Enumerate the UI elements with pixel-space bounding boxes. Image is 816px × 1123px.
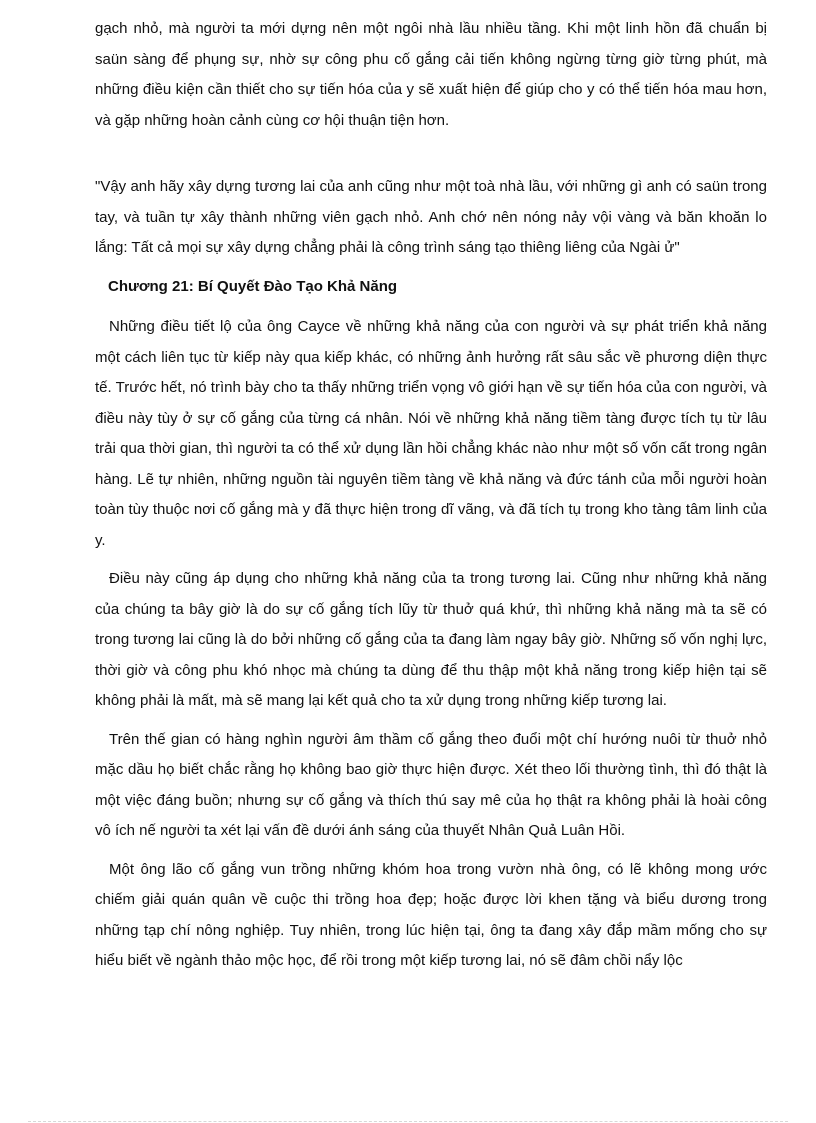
document-page xyxy=(95,14,767,977)
chapter-paragraph-3: Trên thế gian có hàng nghìn người âm thầm cố gắng theo đuổi một chí hướng nuôi từ thuở nhỏ mặc dầu họ biết chắc rằng họ không bao giờ thực hiện được. Xét theo lối thường tình, thì đó thật là một việc đáng buồn; nhưng sự cố gắng và thích thú say mê của họ thật ra không phải là hoài công vô ích nế người ta xét lại vấn đề dưới ánh sáng của thuyết Nhân Quả Luân Hồi. xyxy=(95,730,767,839)
chapter-paragraph-2: Điều này cũng áp dụng cho những khả năng của ta trong tương lai. Cũng như những khả năng của chúng ta bây giờ là do sự cố gắng tích lũy từ thuở quá khứ, thì những khả năng mà ta sẽ có trong tương lai cũng là do bởi những cố gắng của ta đang làm ngay bây giờ. Những số vốn nghị lực, thời giờ và công phu khó nhọc mà chúng ta dùng để thu thập một khả năng trong kiếp hiện tại sẽ không phải là mất, mà sẽ mang lại kết quả cho ta xử dụng trong những kiếp tương lai. xyxy=(95,570,767,709)
paragraph-quote: "Vậy anh hãy xây dựng tương lai của anh cũng như một toà nhà lầu, với những gì anh có saün trong tay, và tuần tự xây thành những viên gạch nhỏ. Anh chớ nên nóng nảy vội vàng và băn khoăn lo lắng: Tất cả mọi sự xây dựng chẳng phải là công trình sáng tạo thiêng liêng của Ngài ử" xyxy=(95,178,767,256)
page-bottom-divider xyxy=(28,1121,788,1122)
paragraph-continuation: gạch nhỏ, mà người ta mới dựng nên một ngôi nhà lầu nhiều tầng. Khi một linh hồn đã chuẩn bị saün sàng để phụng sự, nhờ sự công phu cố gắng cải tiến không ngừng từng giờ từng phút, mà những điều kiện cần thiết cho sự tiến hóa của y sẽ xuất hiện để giúp cho y có thể tiến hóa mau hơn, và gặp những hoàn cảnh cùng cơ hội thuận tiện hơn. xyxy=(95,20,767,129)
chapter-paragraph-4: Một ông lão cố gắng vun trồng những khóm hoa trong vườn nhà ông, có lẽ không mong ước chiếm giải quán quân về cuộc thi trồng hoa đẹp; hoặc được lời khen tặng và biểu dương trong những tạp chí nông nghiệp. Tuy nhiên, trong lúc hiện tại, ông ta đang xây đắp mầm mống cho sự hiểu biết về ngành thảo mộc học, để rồi trong một kiếp tương lai, nó sẽ đâm chồi nẩy lộc xyxy=(95,860,767,969)
chapter-heading: Chương 21: Bí Quyết Đào Tạo Khả Năng xyxy=(108,277,398,295)
chapter-paragraph-1: Những điều tiết lộ của ông Cayce về những khả năng của con người và sự phát triển khả năng một cách liên tục từ kiếp này qua kiếp khác, có những ảnh hưởng rất sâu sắc về phương diện thực tế. Trước hết, nó trình bày cho ta thấy những triển vọng vô giới hạn về sự tiến hóa của con người, và điều này tùy ở sự cố gắng của từng cá nhân. Nói về những khả năng tiềm tàng được tích tụ từ lâu trải qua thời gian, thì người ta có thể xử dụng lần hồi chẳng khác nào như một số vốn cất trong ngân hàng. Lẽ tự nhiên, những nguồn tài nguyên tiềm tàng về khả năng và đức tánh của mỗi người hoàn toàn tùy thuộc nơi cố gắng mà y đã thực hiện trong dĩ vãng, và đã tích tụ trong kho tàng tâm linh của y. xyxy=(95,318,767,549)
